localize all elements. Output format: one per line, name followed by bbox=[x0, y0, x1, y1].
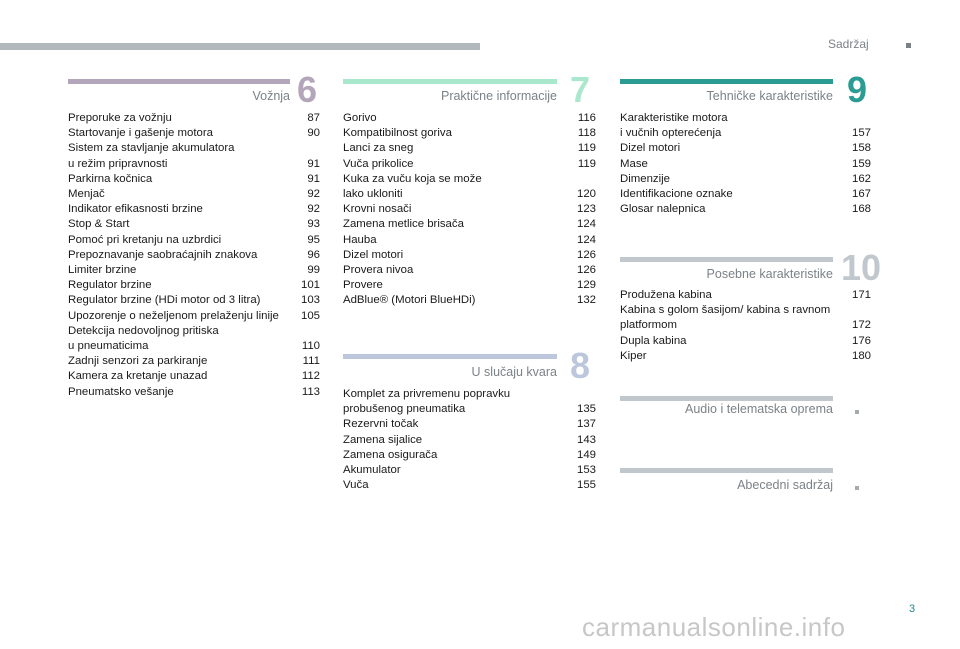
toc-entry[interactable] bbox=[620, 111, 871, 141]
toc-entry-title: Mase bbox=[620, 157, 648, 170]
toc-entry-title: Pneumatsko vešanje bbox=[68, 385, 174, 398]
toc-entry-title: Limiter brzine bbox=[68, 264, 137, 277]
toc-entry-page: 126 bbox=[576, 264, 596, 277]
toc-entry-page: 113 bbox=[301, 385, 320, 398]
toc-entry[interactable] bbox=[620, 187, 871, 202]
toc-entry[interactable] bbox=[620, 334, 871, 349]
toc-entry[interactable] bbox=[68, 385, 320, 400]
toc-entry[interactable] bbox=[68, 172, 320, 187]
section-prakticne-number: 7 bbox=[570, 69, 591, 110]
toc-entry-title: AdBlue® (Motori BlueHDi) bbox=[343, 294, 476, 307]
toc-entry-page: 153 bbox=[576, 464, 596, 477]
toc-entry[interactable] bbox=[68, 354, 320, 369]
toc-entry-title: Regulator brzine bbox=[68, 279, 152, 292]
toc-entry-title: Produžena kabina bbox=[620, 289, 712, 301]
section-slucaj-number: 8 bbox=[570, 345, 591, 386]
toc-entry-page: 120 bbox=[576, 188, 596, 201]
toc-entry-title: Krovni nosači bbox=[343, 203, 412, 216]
toc-entry[interactable] bbox=[343, 172, 596, 202]
toc-entry-title: Provere bbox=[343, 279, 383, 292]
toc-entry-page: 119 bbox=[577, 157, 596, 170]
toc-entry[interactable] bbox=[68, 141, 320, 171]
section-tehnicke-line bbox=[620, 79, 833, 84]
toc-entry[interactable] bbox=[343, 248, 596, 263]
toc-entry-page: 137 bbox=[576, 418, 596, 431]
toc-entry-title: Prepoznavanje saobraćajnih znakova bbox=[68, 248, 258, 261]
toc-entry[interactable] bbox=[343, 448, 596, 463]
page-title: Sadržaj bbox=[828, 37, 869, 51]
section-slucaj-line bbox=[343, 354, 557, 359]
toc-entry[interactable] bbox=[68, 111, 320, 126]
toc-entry-page: 111 bbox=[302, 355, 320, 368]
toc-entry[interactable] bbox=[68, 217, 320, 232]
toc-entry[interactable] bbox=[620, 303, 871, 333]
toc-entry-page: 93 bbox=[307, 218, 320, 231]
toc-entry[interactable] bbox=[620, 172, 871, 187]
toc-entry[interactable] bbox=[343, 433, 596, 448]
toc-entry-title: Lanci za sneg bbox=[343, 142, 414, 155]
header-marker bbox=[906, 43, 911, 48]
section-voznja-number: 6 bbox=[297, 69, 318, 110]
toc-entry[interactable] bbox=[620, 141, 871, 156]
toc-entry-title: Menjač bbox=[68, 188, 105, 201]
toc-entry-page: 135 bbox=[576, 403, 596, 416]
toc-entry-title: Rezervni točak bbox=[343, 418, 419, 431]
section-tehnicke-list bbox=[620, 111, 871, 217]
toc-entry[interactable] bbox=[68, 263, 320, 278]
toc-entry-page: 91 bbox=[307, 157, 320, 170]
toc-entry-title: Regulator brzine (HDi motor od 3 litra) bbox=[68, 294, 261, 307]
toc-entry-title: Zamena metlice brisača bbox=[343, 218, 464, 231]
toc-entry-title: Dizel motori bbox=[343, 248, 404, 261]
toc-entry-page: 112 bbox=[301, 370, 320, 383]
toc-entry-title: Glosar nalepnica bbox=[620, 203, 706, 216]
toc-entry-title: Zamena sijalice bbox=[343, 433, 423, 446]
toc-entry-page: 176 bbox=[851, 334, 871, 347]
toc-entry[interactable] bbox=[68, 233, 320, 248]
toc-entry-title: Zamena osigurača bbox=[343, 448, 438, 461]
toc-entry-title: Preporuke za vožnju bbox=[68, 112, 172, 124]
toc-entry-page: 101 bbox=[300, 279, 320, 292]
toc-entry-title: Kabina s golom šasijom/ kabina s ravnom platformom bbox=[620, 304, 831, 332]
toc-entry-page: 103 bbox=[300, 294, 320, 307]
toc-entry[interactable] bbox=[620, 202, 871, 217]
toc-entry[interactable] bbox=[343, 202, 596, 217]
toc-entry-page: 167 bbox=[851, 188, 871, 201]
toc-entry-title: Indikator efikasnosti brzine bbox=[68, 203, 203, 216]
toc-entry-page: 172 bbox=[851, 319, 871, 332]
toc-entry[interactable] bbox=[343, 111, 596, 126]
toc-entry-page: 180 bbox=[851, 349, 871, 362]
toc-entry-page: 124 bbox=[576, 233, 596, 246]
toc-entry-title: Gorivo bbox=[343, 112, 377, 124]
toc-entry[interactable] bbox=[343, 217, 596, 232]
toc-entry-title: Zadnji senzori za parkiranje bbox=[68, 355, 208, 368]
toc-entry-page: 155 bbox=[576, 479, 596, 492]
toc-entry-page: 95 bbox=[307, 233, 320, 246]
toc-entry-page: 159 bbox=[851, 157, 871, 170]
toc-entry-page: 132 bbox=[576, 294, 596, 307]
toc-entry[interactable] bbox=[343, 478, 596, 493]
toc-entry[interactable] bbox=[68, 324, 320, 354]
toc-entry-title: Startovanje i gašenje motora bbox=[68, 127, 213, 140]
section-abecedni-title: Abecedni sadržaj bbox=[737, 478, 833, 492]
toc-entry-title: Dimenzije bbox=[620, 172, 671, 185]
toc-entry-title: Kompatibilnost goriva bbox=[343, 127, 452, 140]
toc-entry-title: Identifikacione oznake bbox=[620, 188, 733, 201]
toc-entry-page: 123 bbox=[576, 203, 596, 216]
section-voznja-title: Vožnja bbox=[252, 89, 290, 103]
toc-entry[interactable] bbox=[68, 369, 320, 384]
toc-entry[interactable] bbox=[343, 463, 596, 478]
section-posebne-number: 10 bbox=[841, 247, 882, 288]
toc-entry[interactable] bbox=[68, 293, 320, 308]
section-voznja-list bbox=[68, 111, 320, 400]
toc-entry[interactable] bbox=[343, 141, 596, 156]
toc-entry-title: Parkirna kočnica bbox=[68, 172, 153, 185]
toc-entry-page: 90 bbox=[307, 127, 320, 140]
toc-entry[interactable] bbox=[68, 309, 320, 324]
toc-entry[interactable] bbox=[343, 263, 596, 278]
page-number: 3 bbox=[909, 603, 916, 615]
toc-entry[interactable] bbox=[343, 278, 596, 293]
toc-entry-page: 118 bbox=[577, 127, 596, 140]
toc-entry-title: Sistem za stavljanje akumulatora u režim pripravnosti bbox=[68, 142, 235, 170]
section-posebne-line bbox=[620, 257, 833, 262]
toc-entry[interactable] bbox=[620, 157, 871, 172]
toc-entry-page: 92 bbox=[307, 188, 320, 201]
section-tehnicke-title: Tehničke karakteristike bbox=[706, 89, 833, 103]
section-audio-line bbox=[620, 396, 833, 401]
toc-entry-title: Akumulator bbox=[343, 464, 401, 477]
toc-entry-page: 157 bbox=[851, 127, 871, 140]
toc-entry[interactable] bbox=[343, 126, 596, 141]
toc-entry-title: Vuča prikolice bbox=[343, 157, 414, 170]
section-abecedni-marker bbox=[855, 486, 859, 490]
toc-entry-title: Kamera za kretanje unazad bbox=[68, 370, 208, 383]
toc-entry[interactable] bbox=[620, 288, 871, 303]
toc-entry-page: 171 bbox=[851, 289, 871, 301]
toc-entry-title: Detekcija nedovoljnog pritiska u pneumaticima bbox=[68, 324, 219, 353]
toc-entry-page: 92 bbox=[307, 203, 320, 216]
toc-entry-page: 87 bbox=[307, 112, 320, 124]
toc-entry-title: Hauba bbox=[343, 233, 377, 246]
watermark: carmanualsonline.info bbox=[582, 612, 846, 642]
toc-entry[interactable] bbox=[343, 387, 596, 417]
toc-entry-title: Upozorenje o neželjenom prelaženju linije bbox=[68, 309, 279, 322]
toc-entry-page: 126 bbox=[576, 248, 596, 261]
toc-entry[interactable] bbox=[343, 293, 596, 308]
toc-entry[interactable] bbox=[343, 157, 596, 172]
toc-entry-title: Provera nivoa bbox=[343, 264, 414, 277]
toc-entry-title: Stop & Start bbox=[68, 218, 130, 231]
toc-entry-page: 99 bbox=[307, 264, 320, 277]
toc-entry-title: Komplet za privremenu popravku probušenog pneumatika bbox=[343, 388, 511, 416]
toc-entry[interactable] bbox=[343, 417, 596, 432]
toc-entry-title: Pomoć pri kretanju na uzbrdici bbox=[68, 233, 222, 246]
toc-entry-page: 91 bbox=[307, 172, 320, 185]
toc-entry-title: Kuka za vuču koja se može lako ukloniti bbox=[343, 172, 482, 201]
toc-entry-page: 158 bbox=[851, 142, 871, 155]
section-voznja-line bbox=[68, 79, 290, 84]
toc-entry[interactable] bbox=[68, 187, 320, 202]
toc-entry[interactable] bbox=[68, 126, 320, 141]
section-prakticne-line bbox=[343, 79, 557, 84]
toc-entry-page: 124 bbox=[576, 218, 596, 231]
section-posebne-list bbox=[620, 288, 871, 364]
toc-entry-title: Dupla kabina bbox=[620, 334, 687, 347]
toc-entry-title: Karakteristike motora i vučnih opterećenja bbox=[620, 112, 728, 140]
toc-entry-page: 119 bbox=[577, 142, 596, 155]
toc-entry-title: Dizel motori bbox=[620, 142, 681, 155]
toc-entry[interactable] bbox=[68, 202, 320, 217]
toc-entry-page: 162 bbox=[851, 172, 871, 185]
toc-entry-page: 143 bbox=[576, 433, 596, 446]
section-prakticne-title: Praktične informacije bbox=[440, 89, 557, 103]
section-slucaj-title: U slučaju kvara bbox=[471, 365, 557, 379]
section-abecedni-line bbox=[620, 468, 833, 473]
toc-entry-page: 129 bbox=[576, 279, 596, 292]
toc-entry-page: 116 bbox=[577, 112, 596, 124]
toc-entry-page: 149 bbox=[576, 448, 596, 461]
toc-entry-page: 168 bbox=[851, 203, 871, 216]
header-bar bbox=[0, 43, 480, 50]
section-slucaj-list bbox=[343, 387, 596, 493]
toc-entry[interactable] bbox=[620, 349, 871, 364]
section-audio-title: Audio i telematska oprema bbox=[685, 402, 833, 416]
toc-entry-title: Vuča bbox=[343, 479, 369, 492]
section-posebne-title: Posebne karakteristike bbox=[706, 267, 833, 281]
section-prakticne-list bbox=[343, 111, 596, 309]
toc-entry[interactable] bbox=[68, 278, 320, 293]
section-tehnicke-number: 9 bbox=[847, 69, 868, 110]
toc-entry[interactable] bbox=[68, 248, 320, 263]
toc-entry-page: 96 bbox=[307, 248, 320, 261]
toc-entry-title: Kiper bbox=[620, 349, 647, 362]
toc-entry-page: 110 bbox=[301, 340, 320, 353]
toc-entry-page: 105 bbox=[300, 309, 320, 322]
section-audio-marker bbox=[855, 410, 859, 414]
toc-entry[interactable] bbox=[343, 233, 596, 248]
